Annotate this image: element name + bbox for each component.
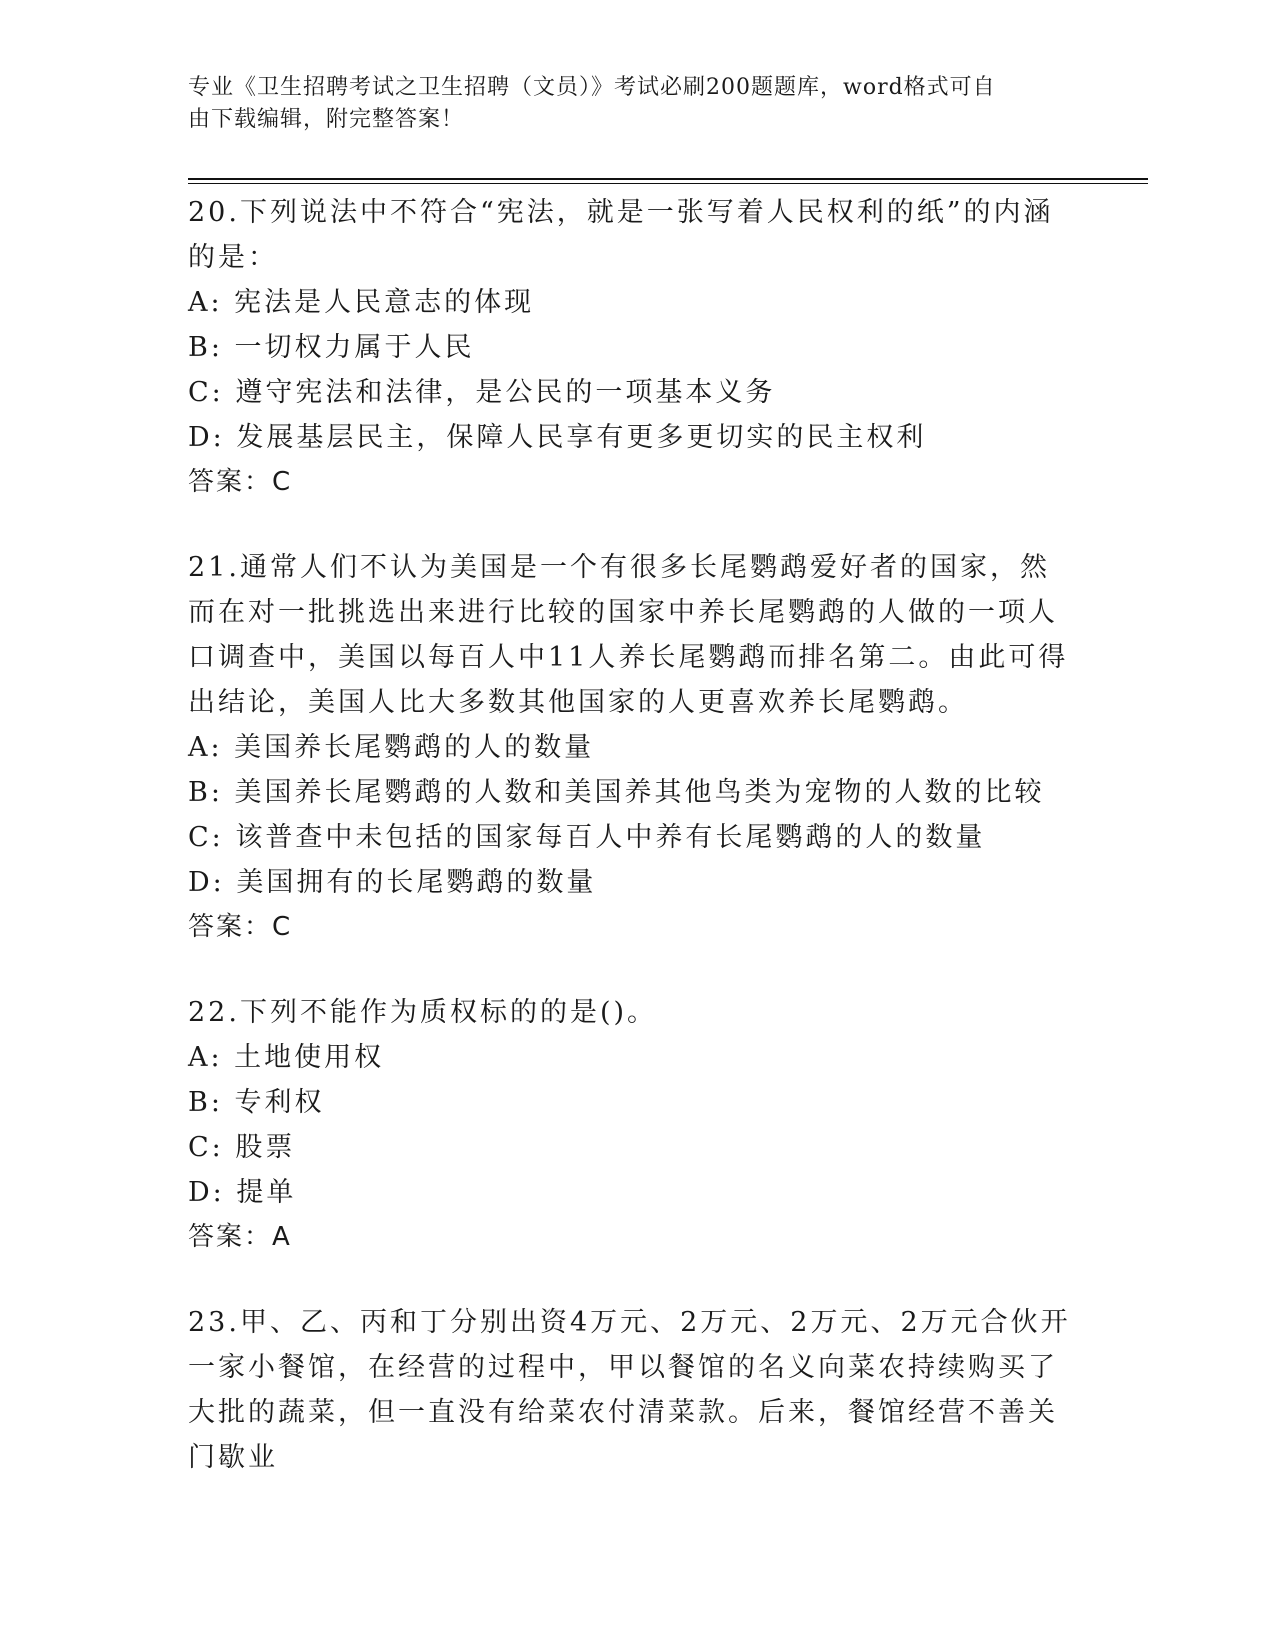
header-rule-thin — [188, 183, 1148, 184]
option-c: C: 遵守宪法和法律，是公民的一项基本义务 — [188, 377, 776, 408]
header-line-1: 专业《卫生招聘考试之卫生招聘（文员）》考试必刷200题题库，word格式可自 — [188, 75, 996, 100]
option-b: B: 美国养长尾鹦鹉的人数和美国养其他鸟类为宠物的人数的比较 — [188, 777, 1045, 808]
question-22 — [188, 990, 1078, 1260]
header-rule-thick — [188, 178, 1148, 180]
question-23 — [188, 1300, 1078, 1480]
option-b: B: 专利权 — [188, 1087, 325, 1118]
answer: 答案：C — [188, 467, 293, 497]
answer: 答案：C — [188, 912, 293, 942]
question-text: 22.下列不能作为质权标的的是()。 — [188, 997, 658, 1028]
document-header — [188, 72, 1068, 136]
question-21 — [188, 545, 1078, 950]
option-d: D: 发展基层民主，保障人民享有更多更切实的民主权利 — [188, 422, 927, 453]
header-line-2: 由下载编辑，附完整答案！ — [188, 107, 465, 132]
option-d: D: 美国拥有的长尾鹦鹉的数量 — [188, 867, 597, 898]
question-list — [188, 190, 1078, 1520]
option-a: A: 美国养长尾鹦鹉的人的数量 — [188, 732, 595, 763]
option-c: C: 股票 — [188, 1132, 296, 1163]
option-b: B: 一切权力属于人民 — [188, 332, 475, 363]
question-text: 20.下列说法中不符合“宪法，就是一张写着人民权利的纸”的内涵的是： — [188, 197, 1054, 273]
option-d: D: 提单 — [188, 1177, 297, 1208]
question-text: 21.通常人们不认为美国是一个有很多长尾鹦鹉爱好者的国家，然而在对一批挑选出来进行比较的国家中养长尾鹦鹉的人做的一项人口调查中，美国以每百人中11人养长尾鹦鹉而排名第二。由此可得出结论，美国人比大多数其他国家的人更喜欢养长尾鹦鹉。 — [188, 552, 1069, 718]
option-a: A: 宪法是人民意志的体现 — [188, 287, 535, 318]
option-c: C: 该普查中未包括的国家每百人中养有长尾鹦鹉的人的数量 — [188, 822, 986, 853]
question-20 — [188, 190, 1078, 505]
option-a: A: 土地使用权 — [188, 1042, 385, 1073]
question-text: 23.甲、乙、丙和丁分别出资4万元、2万元、2万元、2万元合伙开一家小餐馆，在经营的过程中，甲以餐馆的名义向菜农持续购买了大批的蔬菜，但一直没有给菜农付清菜款。后来，餐馆经营不善关门歇业 — [188, 1307, 1071, 1473]
answer: 答案：A — [188, 1222, 292, 1252]
